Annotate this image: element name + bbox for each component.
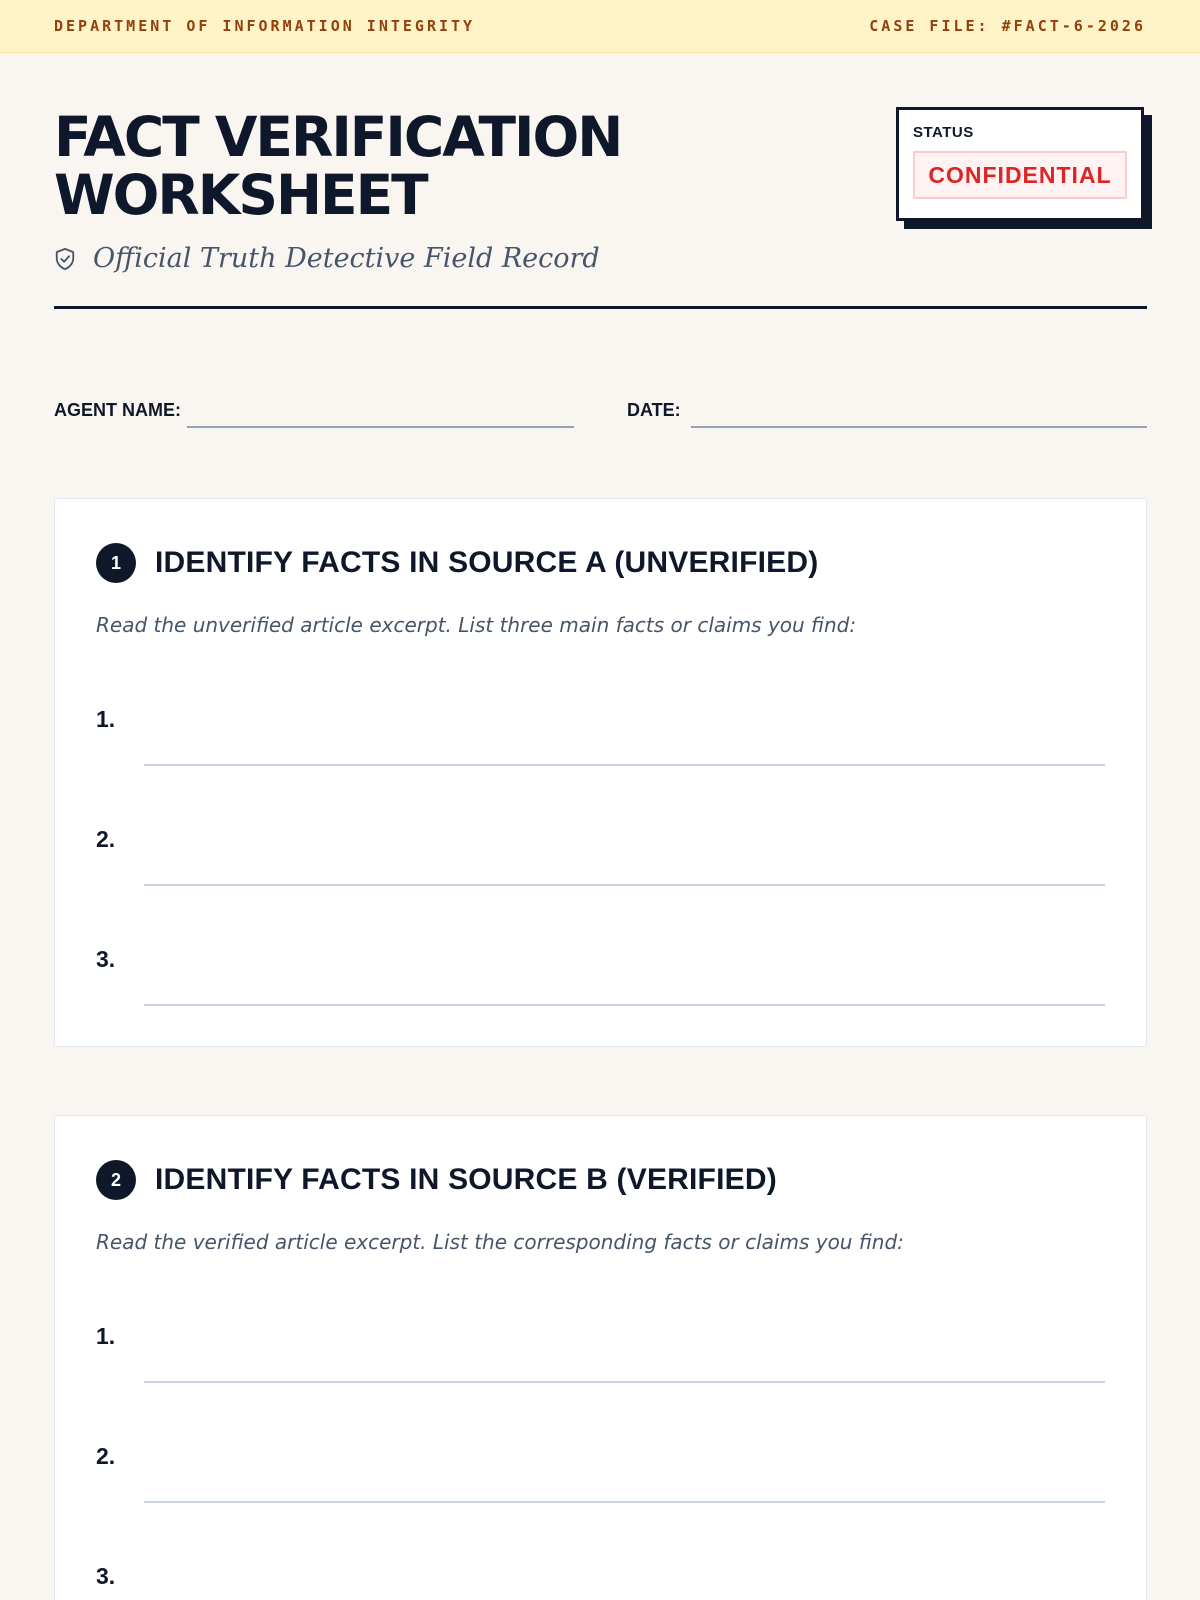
- title-block: [54, 105, 622, 227]
- answer-line[interactable]: [144, 1004, 1105, 1006]
- shield-check-icon: [54, 247, 76, 271]
- answer-number: 2.: [96, 826, 116, 852]
- date-field[interactable]: [691, 426, 1147, 428]
- section-instruction: Read the verified article excerpt. List the corresponding facts or claims you find:: [96, 1230, 904, 1254]
- answer-number: 2.: [96, 1443, 116, 1469]
- section-card-1: [54, 498, 1147, 1047]
- case-file-number: CASE FILE: #FACT-6-2026: [869, 17, 1146, 35]
- section-number-badge: 1: [96, 543, 136, 583]
- agent-name-label: AGENT NAME:: [54, 400, 181, 420]
- page-title-line-2: WORKSHEET: [54, 163, 427, 227]
- section-title: IDENTIFY FACTS IN SOURCE A (UNVERIFIED): [155, 546, 819, 579]
- answer-line[interactable]: [144, 884, 1105, 886]
- status-badge: CONFIDENTIAL: [913, 151, 1127, 199]
- page-title-line-1: FACT VERIFICATION: [54, 105, 622, 169]
- section-header: [96, 543, 818, 583]
- section-card-2: [54, 1115, 1147, 1600]
- answer-number: 3.: [96, 1563, 116, 1589]
- agent-name-field[interactable]: [187, 426, 574, 428]
- title-divider: [54, 306, 1147, 309]
- subtitle-text: Official Truth Detective Field Record: [93, 243, 600, 274]
- answer-line[interactable]: [144, 764, 1105, 766]
- answer-number: 1.: [96, 706, 116, 732]
- section-header: [96, 1160, 777, 1200]
- status-label: STATUS: [913, 124, 974, 141]
- answer-line[interactable]: [144, 1381, 1105, 1383]
- section-instruction: Read the unverified article excerpt. List three main facts or claims you find:: [96, 613, 857, 637]
- status-box: [896, 107, 1144, 221]
- section-number-badge: 2: [96, 1160, 136, 1200]
- answer-line[interactable]: [144, 1501, 1105, 1503]
- section-title: IDENTIFY FACTS IN SOURCE B (VERIFIED): [155, 1163, 777, 1196]
- answer-number: 1.: [96, 1323, 116, 1349]
- department-name: DEPARTMENT OF INFORMATION INTEGRITY: [54, 17, 476, 35]
- top-banner: [0, 0, 1200, 53]
- date-label: DATE:: [627, 400, 681, 420]
- answer-number: 3.: [96, 946, 116, 972]
- subtitle: [54, 243, 600, 274]
